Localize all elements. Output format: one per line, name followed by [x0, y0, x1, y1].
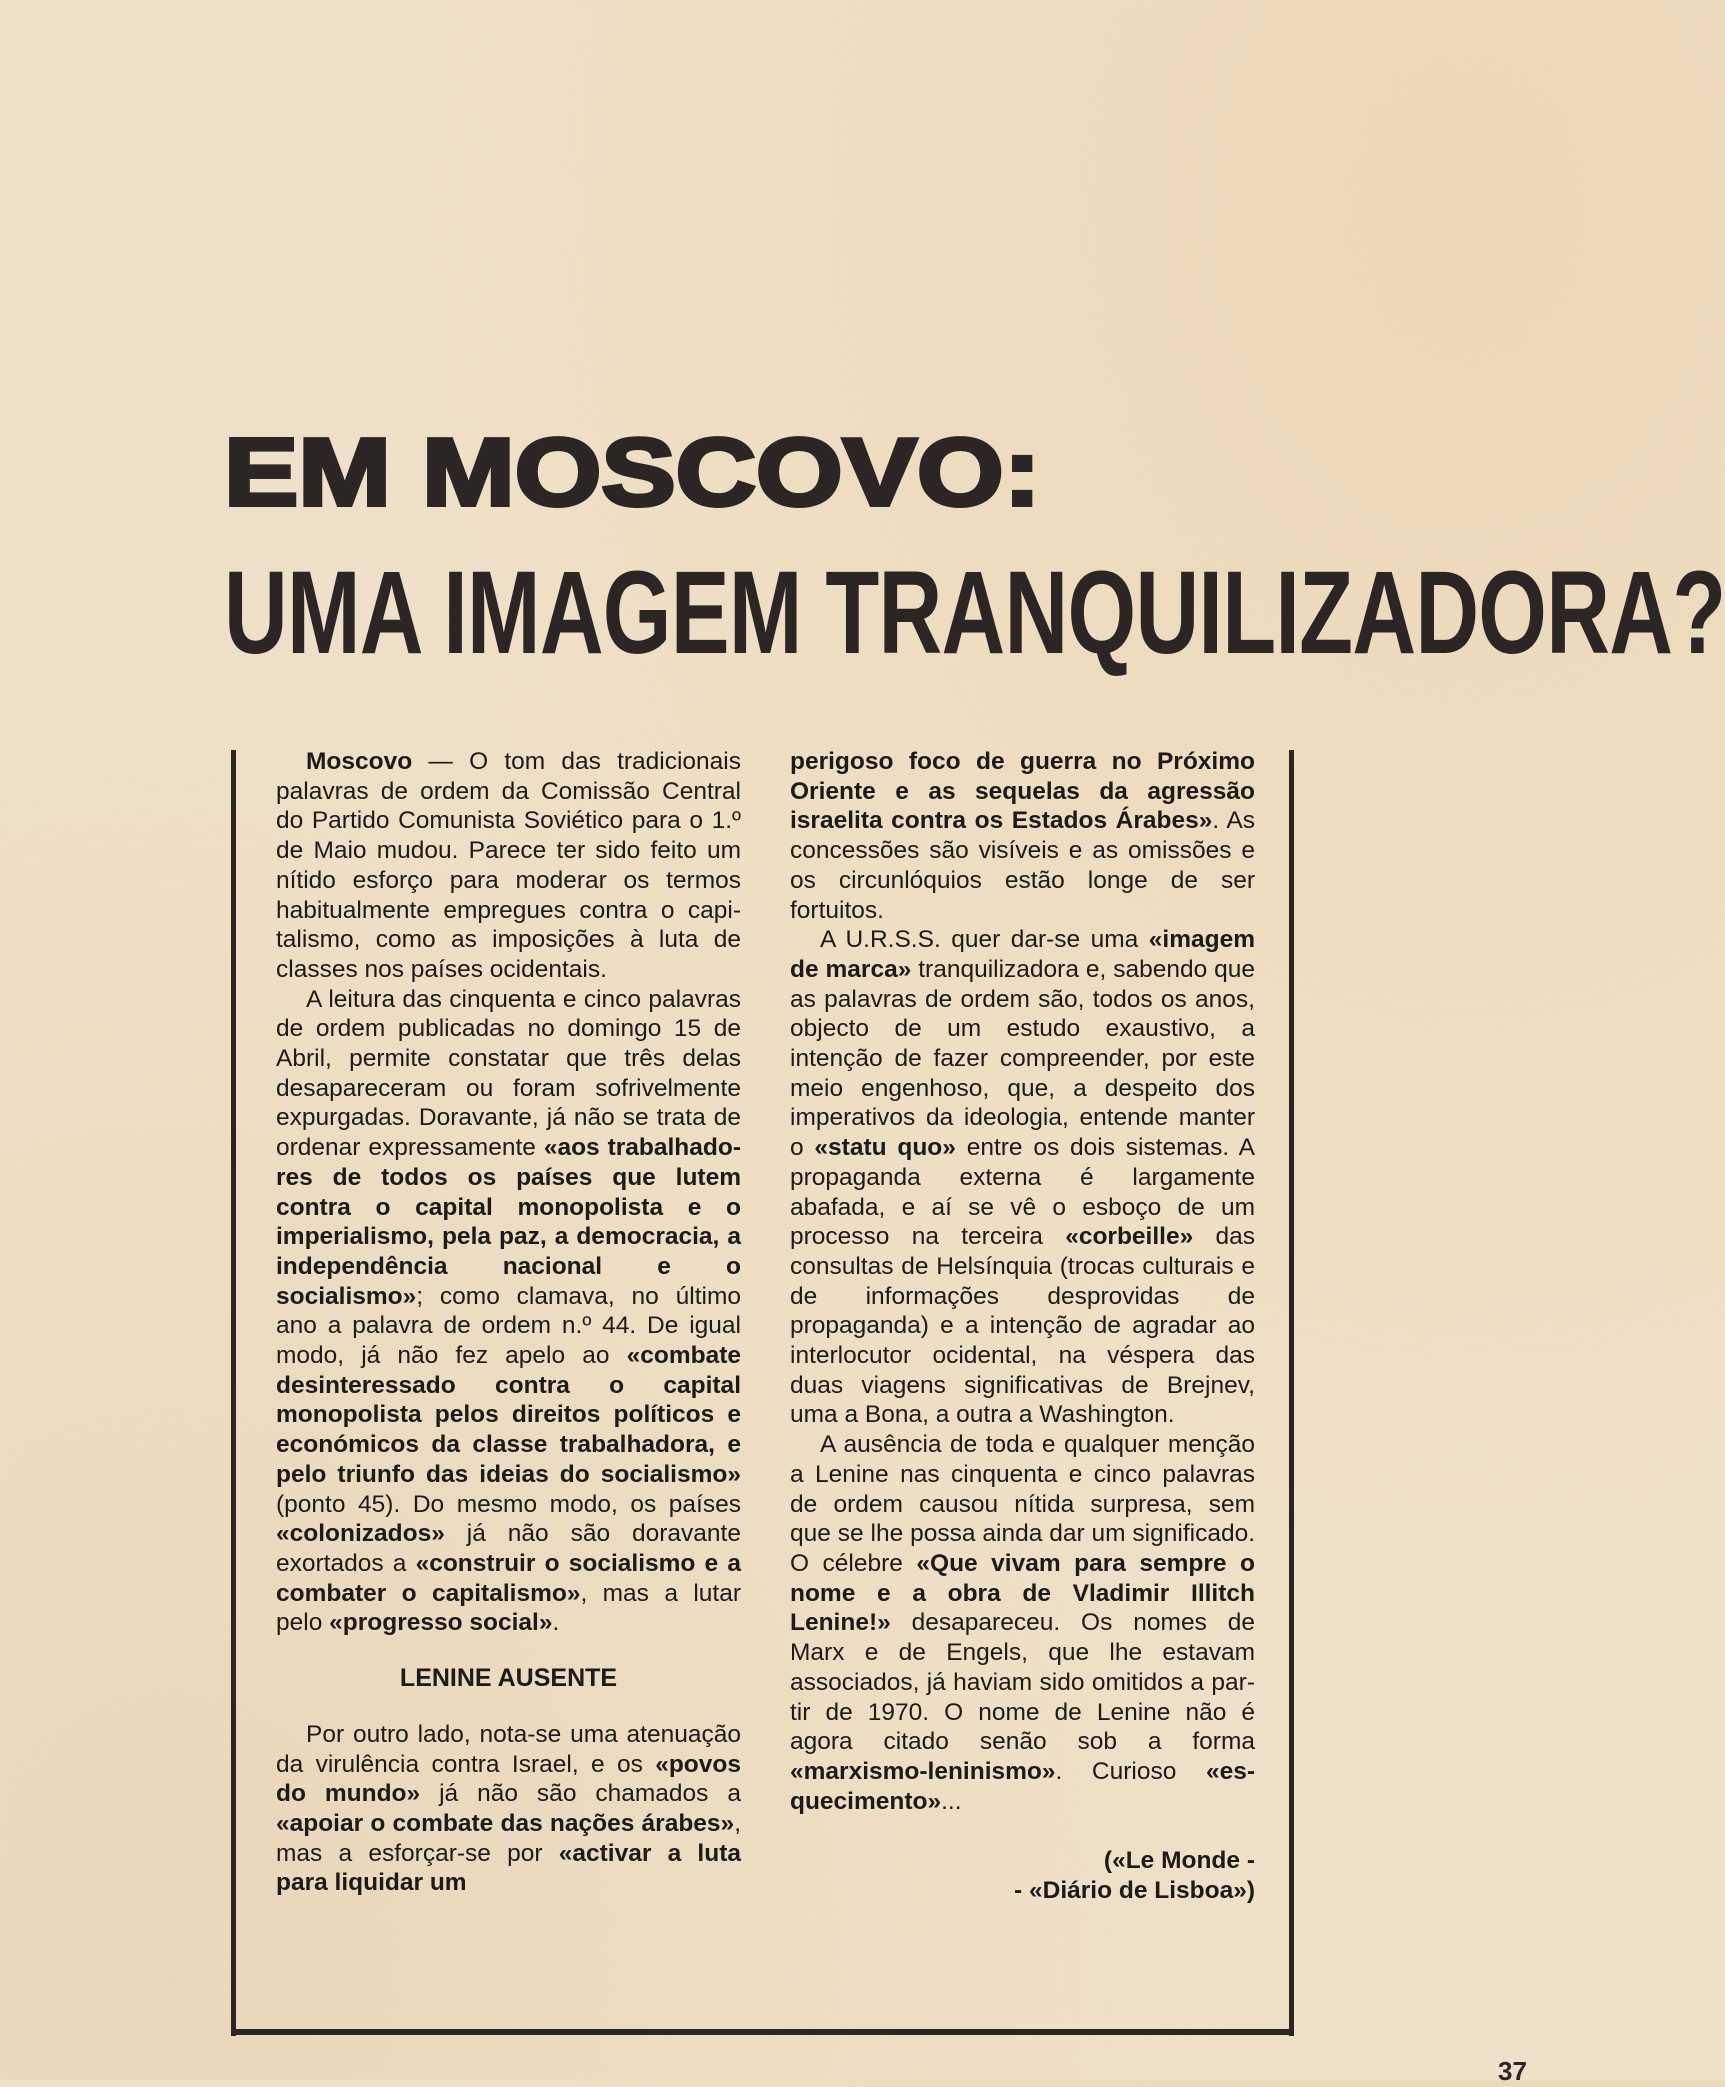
- text-run: entre os dois sistemas. A propaganda externa é largamente abafada, e aí se vê o esboço de um processo na terceira: [790, 1134, 1255, 1251]
- text-run: A leitura das cinquenta e cinco palavras de ordem publicadas no domingo 15 de Abril, permite constatar que três delas desapareceram ou foram sofrivelmente expurgadas. Doravante, já não se trata de ordenar expressamente: [276, 985, 741, 1162]
- paragraph: [790, 747, 1255, 925]
- text-run: — O tom das tradicionais palavras de ordem da Comissão Central do Partido Comunista Soviético para o 1.º de Maio mudou. Parece ter sido feito um nítido esforço para moderar os termos habitualmente empregues contra o capitalismo, como as imposições à luta de classes nos países ocidentais.: [276, 748, 741, 983]
- quote: «activar a luta para liquidar um: [276, 1839, 741, 1897]
- text-run: . As concessões são visíveis e as omissões e os circunlóquios estão longe de ser fortuitos.: [790, 807, 1255, 924]
- section-subheading: LENINE AUSENTE: [399, 1664, 618, 1693]
- quote: perigoso foco de guerra no Próximo Oriente e as sequelas da agressão israelita contra os Estados Árabes»: [790, 748, 1255, 835]
- quote: «combate desinteressado contra o capital monopolista pelos direitos políticos e económicos da classe trabalhadora, e pelo triunfo das ideias do socialismo»: [276, 1342, 741, 1488]
- text-run: já não são doravante exortados a: [276, 1520, 741, 1577]
- quote: «apoiar o combate das nações árabes»: [276, 1809, 735, 1837]
- text-run: desapareceu. Os nomes de Marx e de Engels, que lhe estavam associados, já haviam sido omitidos a partir de 1970. O nome de Lenine não é agora citado senão sob a forma: [790, 1609, 1255, 1756]
- frame-left-rule: [231, 750, 236, 2036]
- dateline: Moscovo: [306, 748, 413, 775]
- headline-line-1: EM MOSCOVO:: [224, 419, 1041, 526]
- text-run: ; como clamava, no último ano a palavra de ordem n.º 44. De igual modo, já não fez apelo ao: [276, 1282, 741, 1370]
- article-column-1: [276, 747, 741, 1898]
- text-run: das consultas de Helsínquia (trocas culturais e de informações desprovidas de propaganda) e a intenção de agradar ao interlocutor ocidental, na véspera das duas viagens significativas de Brejnev, uma a Bona, a outra a Washington.: [790, 1223, 1255, 1429]
- text-run: A ausência de toda e qualquer menção a Lenine nas cinquenta e cinco palavras de ordem causou nítida surpresa, sem que se lhe possa ainda dar um significado. O célebre: [790, 1431, 1255, 1577]
- paragraph: [790, 925, 1255, 1430]
- text-run: tranquilizadora e, sabendo que as palavras de ordem são, todos os anos, objecto de um estudo exaustivo, a intenção de fazer compreender, por este meio engenhoso, que, a despeito dos imperativos da ideologia, entende manter o: [790, 955, 1255, 1162]
- source-line-2: - «Diário de Lisboa»): [1014, 1877, 1255, 1905]
- frame-bottom-rule: [231, 2029, 1294, 2035]
- text-run: , mas a esforçar-se por: [276, 1809, 741, 1867]
- paragraph: [790, 1430, 1255, 1816]
- text-run: A U.R.S.S. quer dar-se uma: [820, 926, 1149, 954]
- quote: «progresso social»: [329, 1609, 553, 1637]
- article-column-2: [790, 747, 1255, 1906]
- frame-right-rule: [1289, 750, 1294, 2036]
- text-run: .: [552, 1609, 560, 1637]
- quote: «esquecimento»: [790, 1757, 1255, 1815]
- text-run: já não são chamados a: [420, 1780, 741, 1808]
- paragraph: [276, 985, 741, 1638]
- quote: «Que vivam para sempre o nome e a obra de Vladimir Illitch Lenine!»: [790, 1549, 1255, 1637]
- page-number: 37: [1498, 2056, 1527, 2086]
- headline-line-2: UMA IMAGEM TRANQUILIZADORA?: [224, 547, 1725, 679]
- quote: «aos trabalhadores de todos os países que lutem contra o capital monopolista e o imperialismo, pela paz, a democracia, a independência nacional e o socialismo»: [276, 1134, 741, 1310]
- source-line-1: («Le Monde -: [1103, 1847, 1255, 1875]
- text-run: , mas a lutar pelo: [276, 1579, 741, 1637]
- paragraph: [276, 747, 741, 985]
- text-run: ...: [941, 1787, 962, 1815]
- text-run: (ponto 45). Do mesmo modo, os países: [276, 1490, 741, 1518]
- source-attribution: [790, 1846, 1255, 1905]
- quote: «corbeille»: [1065, 1223, 1194, 1251]
- quote: «imagem de marca»: [790, 926, 1255, 983]
- paragraph: [276, 1720, 741, 1898]
- text-run: Por outro lado, nota-se uma atenuação da virulência contra Israel, e os: [276, 1720, 741, 1778]
- quote: «colonizados»: [276, 1520, 445, 1548]
- quote: «statu quo»: [814, 1134, 956, 1162]
- quote: «povos do mundo»: [276, 1750, 741, 1808]
- text-run: . Curioso: [1055, 1757, 1206, 1785]
- quote: «marxismo-leninismo»: [790, 1757, 1056, 1785]
- quote: «construir o socialismo e a combater o capitalismo»: [276, 1549, 741, 1607]
